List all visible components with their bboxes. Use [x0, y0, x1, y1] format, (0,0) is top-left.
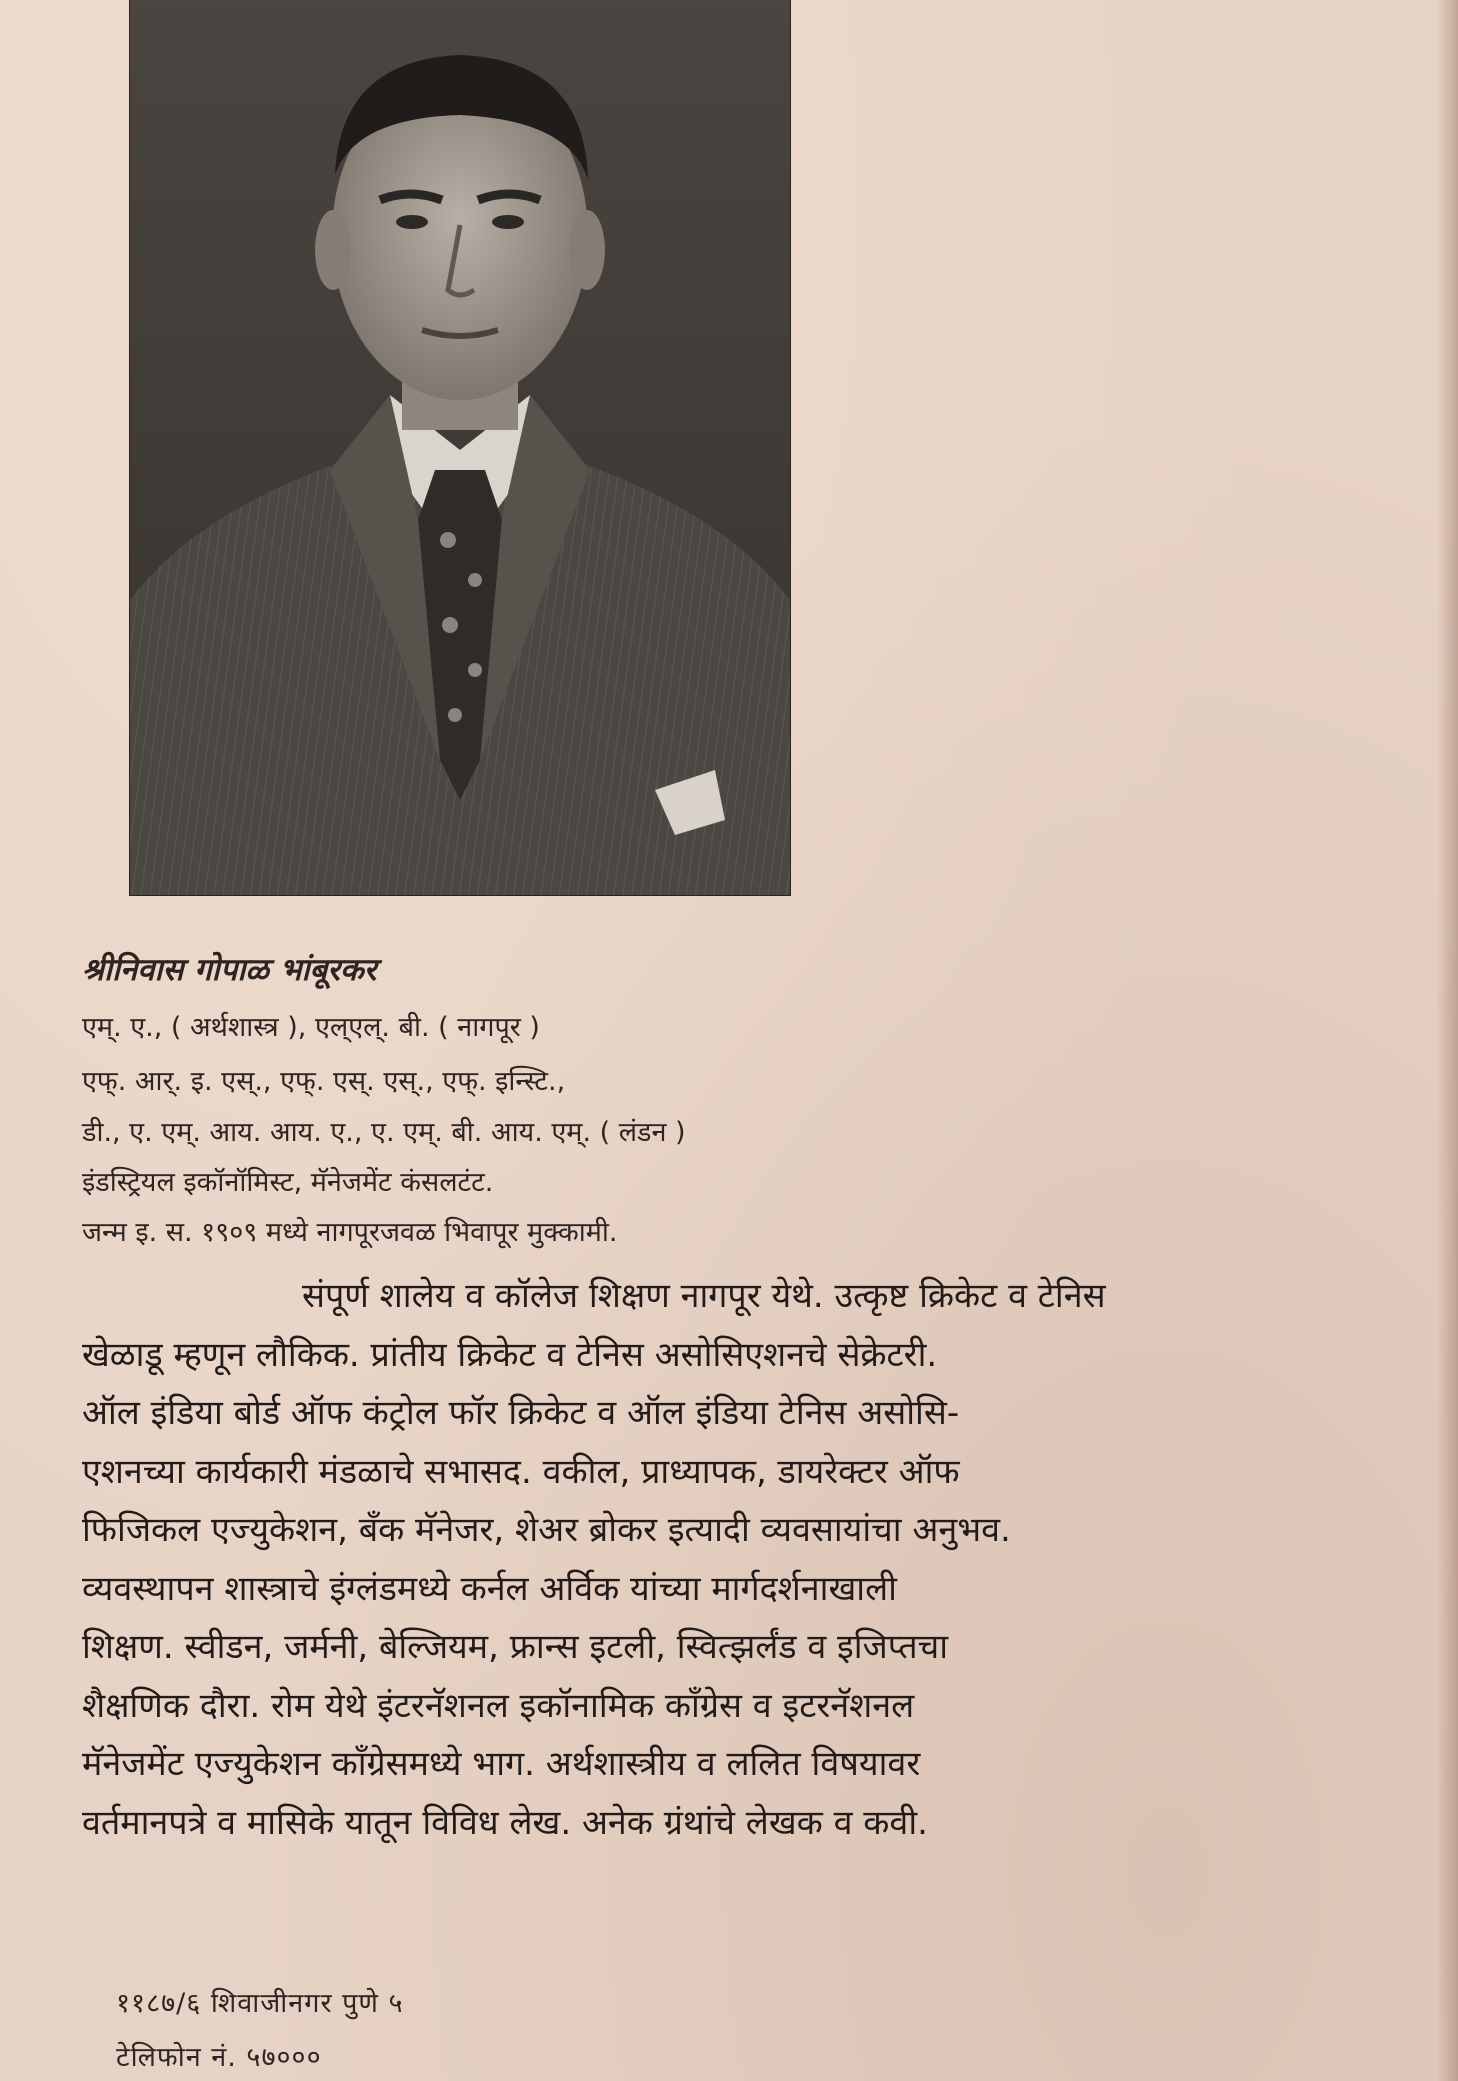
biography-line: ऑल इंडिया बोर्ड ऑफ कंट्रोल फॉर क्रिकेट व ऑल इंडिया टेनिस असोसि- [82, 1393, 960, 1433]
qualification-line: एम्. ए., ( अर्थशास्त्र ), एल्एल्. बी. ( नागपूर ) [82, 1012, 540, 1043]
biography-paragraph [82, 1267, 1444, 1852]
biography-line: एशनच्या कार्यकारी मंडळाचे सभासद. वकील, प्राध्यापक, डायरेक्टर ऑफ [82, 1451, 960, 1492]
qualification-line: एफ्. आर्. इ. एस्., एफ्. एस्. एस्., एफ्. इन्स्टि., [82, 1066, 566, 1097]
qualification-line: डी., ए. एम्. आय. आय. ए., ए. एम्. बी. आय. एम्. ( लंडन ) [82, 1117, 686, 1148]
biography-line: संपूर्ण शालेय व कॉलेज शिक्षण नागपूर येथे. उत्कृष्ट क्रिकेट व टेनिस [302, 1276, 1106, 1316]
biography-line: फिजिकल एज्युकेशन, बँक मॅनेजर, शेअर ब्रोकर इत्यादी व्यवसायांचा अनुभव. [82, 1510, 1011, 1550]
biography-line: मॅनेजमेंट एज्युकेशन कॉंग्रेसमध्ये भाग. अर्थशास्त्रीय व ललित विषयावर [82, 1744, 921, 1784]
biography-line: व्यवस्थापन शास्त्राचे इंग्लंडमध्ये कर्नल अर्विक यांच्या मार्गदर्शनाखाली [82, 1568, 897, 1609]
author-name: श्रीनिवास गोपाळ भांबूरकर [82, 952, 377, 988]
profession-line: इंडस्ट्रियल इकॉनॉमिस्ट, मॅनेजमेंट कंसलटंट. [82, 1167, 494, 1198]
biography-line: शैक्षणिक दौरा. रोम येथे इंटरनॅशनल इकॉनामिक कॉंग्रेस व इटरनॅशनल [82, 1685, 915, 1726]
biography-line: शिक्षण. स्वीडन, जर्मनी, बेल्जियम, फ्रान्स इटली, स्वित्झर्लंड व इजिप्तचा [82, 1627, 949, 1667]
address: ११८७/६ शिवाजीनगर पुणे ५ [116, 1988, 404, 2019]
birth-line: जन्म इ. स. १९०९ मध्ये नागपूरजवळ भिवापूर मुक्कामी. [82, 1217, 618, 1248]
author-portrait-photo [130, 0, 790, 895]
page-edge-shadow [1436, 0, 1458, 2081]
biography-line: खेळाडू म्हणून लौकिक. प्रांतीय क्रिकेट व टेनिस असोसिएशनचे सेक्रेटरी. [82, 1334, 938, 1375]
biography-line: वर्तमानपत्रे व मासिके यातून विविध लेख. अनेक ग्रंथांचे लेखक व कवी. [82, 1802, 928, 1843]
telephone-number: टेलिफोन नं. ५७००० [116, 2042, 322, 2073]
